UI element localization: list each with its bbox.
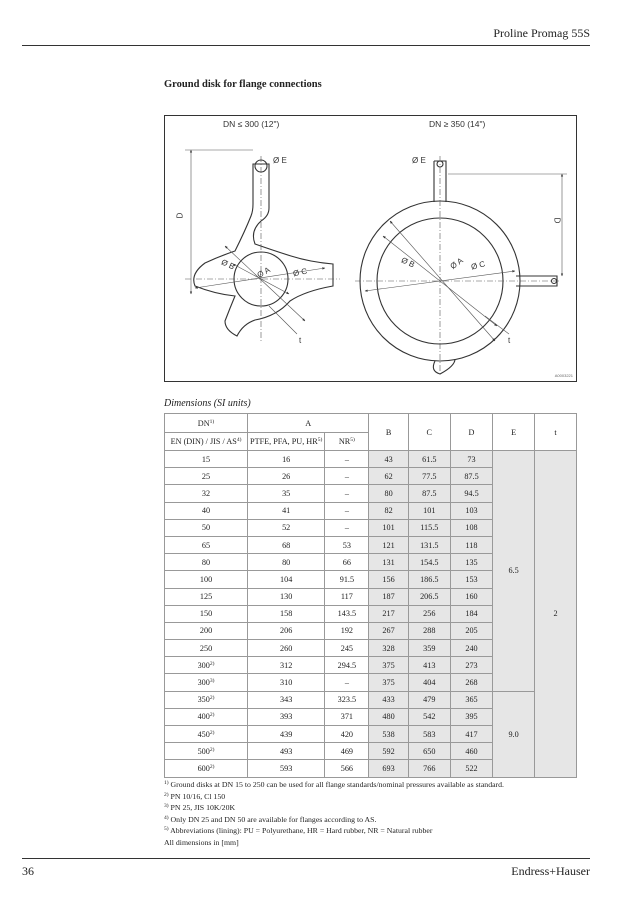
dn-value: 500 — [197, 746, 210, 756]
cell-d: 205 — [450, 622, 492, 639]
dn-footnote-ref: 2) — [209, 660, 215, 667]
col-e-header: E — [493, 414, 535, 451]
footnote-text: Only DN 25 and DN 50 are available for flanges according to AS. — [170, 814, 377, 824]
cell-a-nr: 566 — [325, 760, 369, 777]
cell-d: 522 — [450, 760, 492, 777]
footnote-text: Ground disks at DN 15 to 250 can be used for all flange standards/nominal pressures available as standard. — [170, 780, 504, 789]
cell-a-nr: 53 — [325, 536, 369, 553]
cell-a-ptfe: 35 — [248, 485, 325, 502]
cell-dn — [165, 726, 248, 743]
cell-dn — [165, 519, 248, 536]
cell-b: 267 — [369, 622, 408, 639]
col-d-header: D — [450, 414, 492, 451]
page-header-title: Proline Promag 55S — [493, 26, 590, 40]
cell-d: 160 — [450, 588, 492, 605]
cell-a-nr: 420 — [325, 726, 369, 743]
dn-footnote-ref: 2) — [209, 695, 215, 702]
cell-b: 156 — [369, 571, 408, 588]
cell-a-nr: 117 — [325, 588, 369, 605]
right-view-title: DN ≥ 350 (14") — [429, 119, 486, 129]
ptfe-sup: 5) — [317, 437, 323, 443]
cell-a-nr: 91.5 — [325, 571, 369, 588]
cell-c: 131.5 — [408, 536, 450, 553]
cell-dn — [165, 743, 248, 760]
cell-c: 186.5 — [408, 571, 450, 588]
cell-b: 62 — [369, 468, 408, 485]
cell-a-ptfe: 343 — [248, 691, 325, 708]
cell-a-nr: 192 — [325, 622, 369, 639]
label-e-right: Ø E — [412, 156, 426, 165]
cell-dn — [165, 451, 248, 468]
cell-dn — [165, 708, 248, 725]
dn-value: 32 — [201, 488, 211, 498]
col-nr-header — [325, 433, 369, 451]
dn-value: 300 — [197, 678, 210, 688]
cell-b: 187 — [369, 588, 408, 605]
footer-brand: Endress+Hauser — [511, 864, 590, 878]
cell-c: 766 — [408, 760, 450, 777]
cell-a-nr: – — [325, 485, 369, 502]
cell-a-nr: 143.5 — [325, 605, 369, 622]
cell-a-ptfe: 104 — [248, 571, 325, 588]
footnote-marker: 4) — [164, 814, 169, 821]
cell-c: 77.5 — [408, 468, 450, 485]
cell-d: 108 — [450, 519, 492, 536]
dimensions-table — [164, 413, 577, 778]
dn-value: 200 — [199, 626, 213, 636]
cell-c: 404 — [408, 674, 450, 691]
cell-a-nr: 323.5 — [325, 691, 369, 708]
table-caption: Dimensions (SI units) — [164, 398, 251, 409]
footnote-marker: 5) — [164, 826, 169, 832]
footnote-text: PN 10/16, Cl 150 — [170, 791, 226, 801]
cell-dn — [165, 657, 248, 674]
footnote-marker: 1) — [164, 780, 169, 786]
cell-a-nr: 294.5 — [325, 657, 369, 674]
dn-value: 15 — [201, 454, 211, 464]
cell-a-ptfe: 16 — [248, 451, 325, 468]
dn-value: 80 — [201, 557, 211, 567]
cell-c: 101 — [408, 502, 450, 519]
cell-b: 217 — [369, 605, 408, 622]
cell-c: 479 — [408, 691, 450, 708]
dn-value: 450 — [197, 729, 210, 739]
cell-a-nr: – — [325, 674, 369, 691]
cell-c: 583 — [408, 726, 450, 743]
cell-c: 413 — [408, 657, 450, 674]
cell-a-ptfe: 158 — [248, 605, 325, 622]
cell-a-nr: – — [325, 502, 369, 519]
label-c-left: Ø C — [292, 266, 309, 279]
nr-sup: 5) — [350, 437, 355, 443]
cell-d: 87.5 — [450, 468, 492, 485]
cell-d: 365 — [450, 691, 492, 708]
cell-dn — [165, 674, 248, 691]
col-b-header: B — [369, 414, 408, 451]
footer-rule — [22, 858, 590, 859]
footnote-text: Abbreviations (lining): PU = Polyurethane, HR = Hard rubber, NR = Natural rubber — [170, 826, 433, 835]
table-row — [165, 451, 577, 468]
footnote-marker: 3) — [164, 803, 169, 809]
cell-b: 82 — [369, 502, 408, 519]
col-a-header: A — [248, 414, 369, 433]
dn-value: 300 — [197, 660, 210, 670]
cell-d: 460 — [450, 743, 492, 760]
footnote-text: PN 25, JIS 10K/20K — [170, 803, 236, 812]
label-b-right: Ø B — [399, 255, 417, 270]
std-label: EN (DIN) / JIS / AS — [170, 437, 237, 446]
cell-b: 375 — [369, 674, 408, 691]
dn-value: 100 — [199, 574, 213, 584]
footnotes — [164, 779, 504, 848]
cell-c: 650 — [408, 743, 450, 760]
cell-a-ptfe: 41 — [248, 502, 325, 519]
col-std-header — [165, 433, 248, 451]
cell-dn — [165, 468, 248, 485]
cell-a-ptfe: 310 — [248, 674, 325, 691]
footnote — [164, 802, 504, 814]
cell-d: 94.5 — [450, 485, 492, 502]
cell-d: 153 — [450, 571, 492, 588]
cell-b: 693 — [369, 760, 408, 777]
cell-c: 256 — [408, 605, 450, 622]
cell-b: 131 — [369, 554, 408, 571]
cell-a-nr: – — [325, 519, 369, 536]
dn-value: 125 — [199, 592, 213, 602]
label-d-left: D — [175, 212, 185, 219]
dn-footnote-ref: 3) — [209, 678, 215, 685]
cell-a-nr: – — [325, 451, 369, 468]
cell-dn — [165, 640, 248, 657]
cell-a-ptfe: 52 — [248, 519, 325, 536]
cell-d: 395 — [450, 708, 492, 725]
cell-dn — [165, 554, 248, 571]
dn-value: 250 — [199, 643, 213, 653]
cell-a-ptfe: 130 — [248, 588, 325, 605]
footnote — [164, 814, 504, 826]
cell-d: 417 — [450, 726, 492, 743]
cell-dn — [165, 502, 248, 519]
cell-b: 101 — [369, 519, 408, 536]
ground-disk-drawing — [165, 116, 578, 383]
dn-sup: 1) — [209, 418, 215, 425]
dn-value: 25 — [201, 471, 211, 481]
page-number: 36 — [22, 864, 34, 878]
col-dn-header — [165, 414, 248, 433]
dn-footnote-ref: 2) — [209, 763, 215, 770]
cell-d: 184 — [450, 605, 492, 622]
cell-a-nr: 371 — [325, 708, 369, 725]
footnote — [164, 779, 504, 791]
cell-dn — [165, 536, 248, 553]
cell-c: 288 — [408, 622, 450, 639]
cell-a-ptfe: 206 — [248, 622, 325, 639]
dimensions-table-body — [165, 451, 577, 778]
dn-footnote-ref: 2) — [209, 729, 215, 736]
footnote — [164, 837, 504, 849]
footnote-text: All dimensions in [mm] — [164, 837, 239, 847]
cell-dn — [165, 605, 248, 622]
label-a-left: Ø A — [255, 265, 272, 280]
cell-d: 73 — [450, 451, 492, 468]
cell-b: 538 — [369, 726, 408, 743]
cell-a-nr: 469 — [325, 743, 369, 760]
cell-c: 115.5 — [408, 519, 450, 536]
col-c-header: C — [408, 414, 450, 451]
cell-c: 206.5 — [408, 588, 450, 605]
figure-id: A0003221 — [554, 373, 573, 378]
dn-footnote-ref: 2) — [209, 712, 215, 719]
dn-value: 50 — [201, 523, 211, 533]
cell-b: 375 — [369, 657, 408, 674]
cell-b: 80 — [369, 485, 408, 502]
col-t-header: t — [535, 414, 577, 451]
cell-d: 118 — [450, 536, 492, 553]
label-d-right: D — [552, 217, 562, 224]
cell-b: 480 — [369, 708, 408, 725]
label-b-left: Ø B — [219, 257, 237, 272]
cell-d: 273 — [450, 657, 492, 674]
cell-a-ptfe: 593 — [248, 760, 325, 777]
cell-c: 87.5 — [408, 485, 450, 502]
ptfe-label: PTFE, PFA, PU, HR — [250, 437, 318, 446]
left-view-title: DN ≤ 300 (12") — [223, 119, 280, 129]
cell-dn — [165, 691, 248, 708]
cell-dn — [165, 571, 248, 588]
cell-b: 328 — [369, 640, 408, 657]
label-e-left: Ø E — [273, 156, 287, 165]
cell-c: 154.5 — [408, 554, 450, 571]
cell-a-ptfe: 312 — [248, 657, 325, 674]
cell-dn — [165, 485, 248, 502]
cell-dn — [165, 622, 248, 639]
col-ptfe-header — [248, 433, 325, 451]
label-t-right: t — [508, 336, 511, 345]
cell-a-ptfe: 439 — [248, 726, 325, 743]
section-title: Ground disk for flange connections — [164, 79, 322, 90]
cell-b: 592 — [369, 743, 408, 760]
nr-label: NR — [338, 437, 351, 446]
label-t-left: t — [299, 336, 302, 345]
header-rule — [22, 45, 590, 46]
dn-value: 65 — [201, 540, 211, 550]
dn-value: 350 — [197, 695, 210, 705]
footnote — [164, 825, 504, 837]
dn-value: 40 — [201, 506, 211, 516]
dn-label: DN — [197, 418, 210, 428]
std-sup: 4) — [236, 437, 242, 443]
cell-b: 433 — [369, 691, 408, 708]
cell-a-ptfe: 80 — [248, 554, 325, 571]
cell-a-ptfe: 393 — [248, 708, 325, 725]
footnote — [164, 791, 504, 803]
cell-e-large: 9.0 — [493, 691, 535, 777]
cell-a-ptfe: 26 — [248, 468, 325, 485]
table-row — [165, 691, 577, 708]
cell-a-nr: 245 — [325, 640, 369, 657]
cell-c: 61.5 — [408, 451, 450, 468]
cell-a-ptfe: 68 — [248, 536, 325, 553]
cell-dn — [165, 588, 248, 605]
label-a-right: Ø A — [448, 255, 465, 272]
cell-e-small: 6.5 — [493, 451, 535, 692]
dn-footnote-ref: 2) — [209, 746, 215, 753]
cell-t: 2 — [535, 451, 577, 778]
cell-c: 542 — [408, 708, 450, 725]
cell-d: 103 — [450, 502, 492, 519]
dn-value: 400 — [197, 712, 210, 722]
cell-a-ptfe: 260 — [248, 640, 325, 657]
dn-value: 600 — [197, 763, 210, 773]
cell-a-nr: 66 — [325, 554, 369, 571]
label-c-right: Ø C — [470, 259, 487, 272]
dn-value: 150 — [199, 609, 213, 619]
cell-a-nr: – — [325, 468, 369, 485]
cell-b: 121 — [369, 536, 408, 553]
cell-d: 135 — [450, 554, 492, 571]
cell-d: 268 — [450, 674, 492, 691]
ground-disk-figure — [164, 115, 577, 382]
cell-dn — [165, 760, 248, 777]
footnote-marker: 2) — [164, 791, 169, 798]
cell-d: 240 — [450, 640, 492, 657]
cell-b: 43 — [369, 451, 408, 468]
cell-a-ptfe: 493 — [248, 743, 325, 760]
cell-c: 359 — [408, 640, 450, 657]
